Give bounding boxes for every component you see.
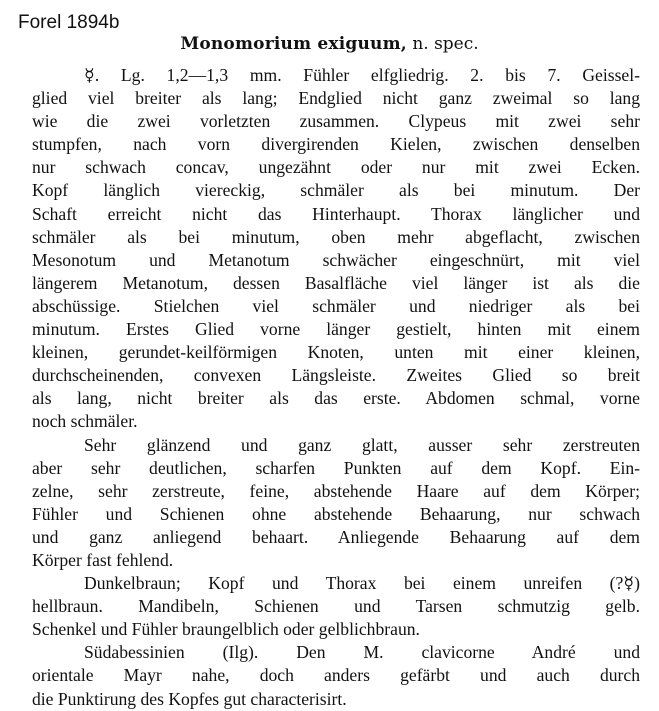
text-line: Dunkelbraun; Kopf und Thorax bei einem unreifen (?☿)	[84, 573, 640, 594]
text-line: Mesonotum und Metanotum schwächer eingeschnürt, mit viel	[32, 249, 640, 270]
text-line: noch schmäler.	[32, 411, 138, 432]
citation-label: Forel 1894b	[18, 12, 120, 33]
text-line: als lang, nicht breiter als das erste. Abdomen schmal, vorne	[32, 388, 640, 409]
text-line: Schenkel und Fühler braungelblich oder gelblichbraun.	[32, 619, 420, 640]
text-line: Schaft erreicht nicht das Hinterhaupt. Thorax länglicher und	[32, 203, 640, 224]
text-line: schmäler als bei minutum, oben mehr abgeflacht, zwischen	[32, 226, 640, 247]
text-line: und ganz anliegend behaart. Anliegende Behaarung auf dem	[32, 526, 640, 547]
text-line: aber sehr deutlichen, scharfen Punkten auf dem Kopf. Ein-	[32, 457, 640, 478]
text-line: abschüssige. Stielchen viel schmäler und niedriger als bei	[32, 295, 640, 316]
text-line: stumpfen, nach vorn divergirenden Kielen, zwischen denselben	[32, 134, 640, 155]
text-line: längerem Metanotum, dessen Basalfläche viel länger ist als die	[32, 272, 640, 293]
description-text	[32, 64, 640, 711]
species-name: Monomorium exiguum,	[180, 34, 407, 54]
text-line: ☿. Lg. 1,2—1,3 mm. Fühler elfgliedrig. 2. bis 7. Geissel-	[84, 65, 640, 85]
text-line: wie die zwei vorletzten zusammen. Clypeus mit zwei sehr	[32, 111, 640, 132]
text-line: kleinen, gerundet-keilförmigen Knoten, unten mit einer kleinen,	[32, 342, 640, 363]
text-line: minutum. Erstes Glied vorne länger gestielt, hinten mit einem	[32, 319, 640, 340]
text-line: zelne, sehr zerstreute, feine, abstehende Haare auf dem Körper;	[32, 480, 640, 501]
species-status: n. spec.	[412, 34, 479, 54]
text-line: die Punktirung des Kopfes gut characterisirt.	[32, 688, 347, 709]
text-line: Kopf länglich viereckig, schmäler als bei minutum. Der	[32, 180, 640, 201]
text-line: nur schwach concav, ungezähnt oder nur mit zwei Ecken.	[32, 157, 640, 178]
text-line: durchscheinenden, convexen Längsleiste. Zweites Glied so breit	[32, 365, 640, 386]
text-line: orientale Mayr nahe, doch anders gefärbt und auch durch	[32, 665, 640, 686]
species-heading	[0, 34, 659, 54]
text-line: Sehr glänzend und ganz glatt, ausser sehr zerstreuten	[84, 434, 640, 455]
text-line: hellbraun. Mandibeln, Schienen und Tarsen schmutzig gelb.	[32, 596, 640, 617]
text-line: glied viel breiter als lang; Endglied nicht ganz zweimal so lang	[32, 88, 640, 109]
text-line: Südabessinien (Ilg). Den M. clavicorne André und	[84, 642, 640, 663]
text-line: Körper fast fehlend.	[32, 549, 174, 570]
text-line: Fühler und Schienen ohne abstehende Behaarung, nur schwach	[32, 503, 640, 524]
